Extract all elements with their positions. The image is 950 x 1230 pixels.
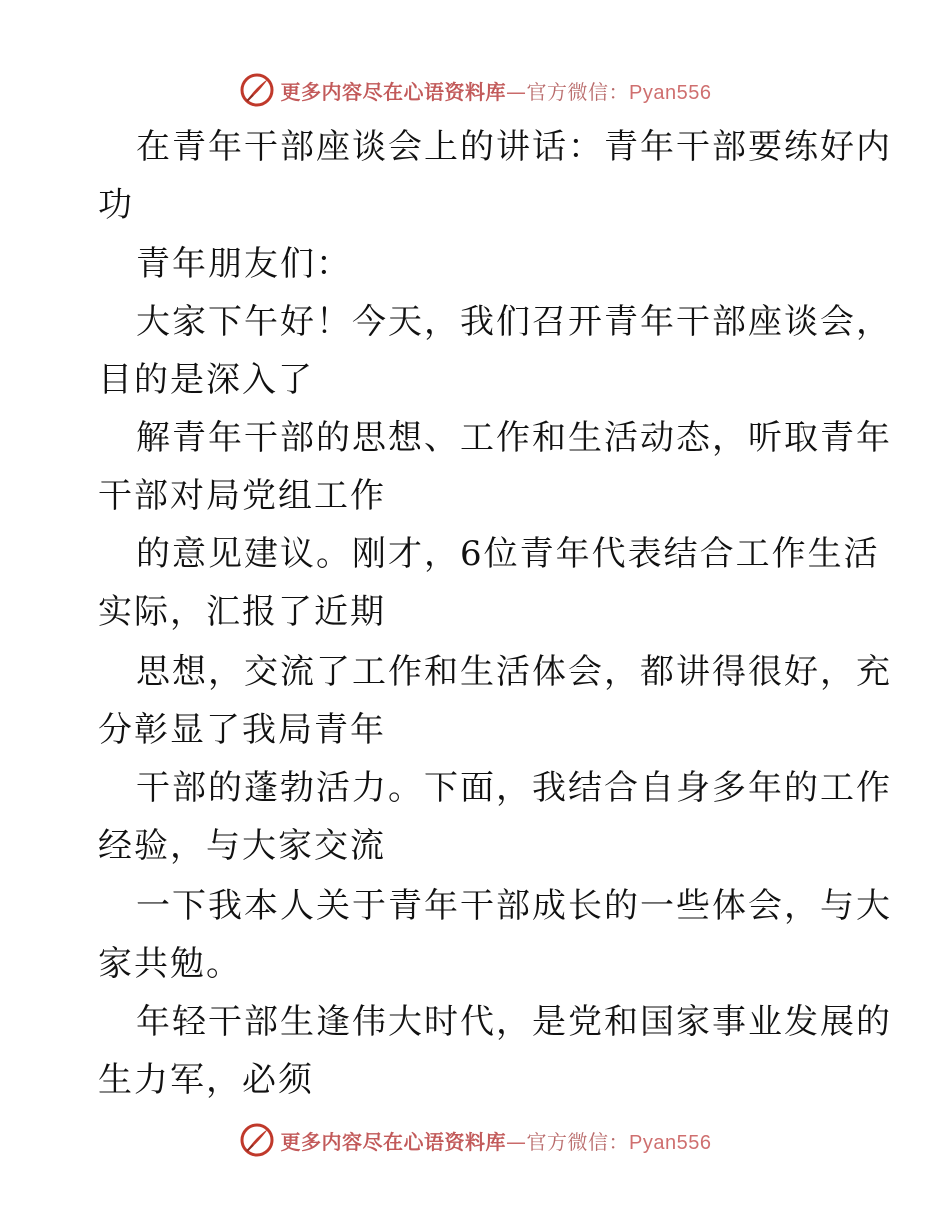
watermark-site: 更多内容尽在心语资料库 (280, 79, 507, 104)
title-line-1: 在青年干部座谈会上的讲话：青年干部要练好内 (136, 127, 892, 167)
paragraph-line: 的意见建议。刚才，6位青年代表结合工作生活 (136, 534, 880, 574)
paragraph-line: 实际，汇报了近期 (98, 592, 386, 632)
paragraph-line: 一下我本人关于青年干部成长的一些体会，与大 (136, 886, 892, 926)
feather-logo-icon (239, 72, 275, 108)
watermark-separator: — (506, 1129, 527, 1154)
paragraph-line: 分彰显了我局青年 (98, 710, 386, 750)
feather-logo-icon (239, 1122, 275, 1158)
watermark-site: 更多内容尽在心语资料库 (280, 1129, 507, 1154)
paragraph-line: 思想，交流了工作和生活体会，都讲得很好，充 (136, 652, 892, 692)
paragraph-line: 大家下午好！今天，我们召开青年干部座谈会， (136, 302, 892, 342)
watermark-text (281, 1126, 712, 1155)
paragraph-line: 经验，与大家交流 (98, 826, 386, 866)
paragraph-line: 年轻干部生逢伟大时代，是党和国家事业发展的 (136, 1002, 892, 1042)
header-watermark (0, 68, 950, 112)
watermark-label: 官方微信： (526, 1129, 630, 1154)
watermark-text (281, 76, 712, 105)
paragraph-line: 目的是深入了 (98, 360, 314, 400)
paragraph-line: 干部对局党组工作 (98, 476, 386, 516)
title-line-2: 功 (98, 185, 134, 225)
watermark-separator: — (506, 79, 527, 104)
watermark-handle: Pyan556 (629, 1131, 712, 1154)
paragraph-line: 家共勉。 (98, 944, 242, 984)
footer-watermark (0, 1118, 950, 1162)
watermark-handle: Pyan556 (629, 81, 712, 104)
paragraph-line: 干部的蓬勃活力。下面，我结合自身多年的工作 (136, 768, 892, 808)
salutation: 青年朋友们： (136, 244, 352, 284)
paragraph-line: 生力军，必须 (98, 1060, 314, 1100)
watermark-label: 官方微信： (526, 79, 630, 104)
paragraph-line: 解青年干部的思想、工作和生活动态，听取青年 (136, 418, 892, 458)
